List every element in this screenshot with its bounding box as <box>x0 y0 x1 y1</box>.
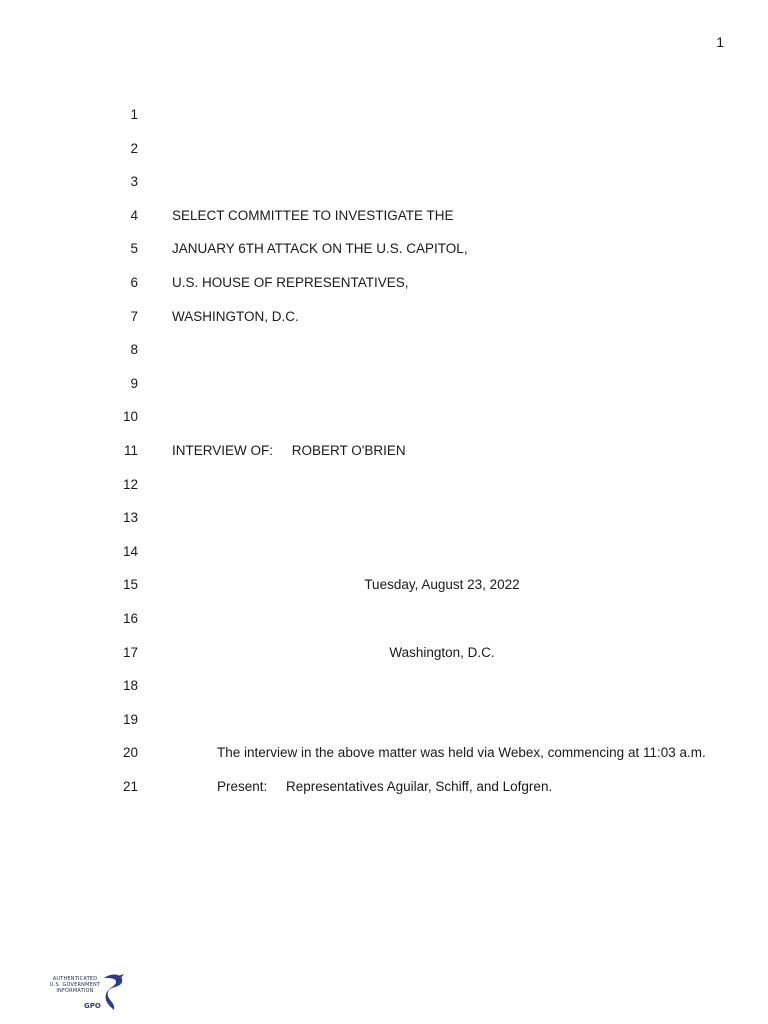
transcript-line <box>0 309 768 343</box>
line-number: 15 <box>122 577 138 593</box>
line-number: 12 <box>122 476 138 492</box>
transcript-line <box>0 141 768 175</box>
transcript-line <box>0 443 768 477</box>
line-text: Tuesday, August 23, 2022 <box>364 577 520 593</box>
line-text: Washington, D.C. <box>389 644 495 660</box>
line-number: 14 <box>122 543 138 559</box>
line-number: 20 <box>122 745 138 761</box>
line-number: 8 <box>130 342 138 358</box>
line-text: JANUARY 6TH ATTACK ON THE U.S. CAPITOL, <box>172 241 468 257</box>
transcript-line <box>0 544 768 578</box>
gpo-authentication-logo <box>44 972 130 1016</box>
transcript-line <box>0 275 768 309</box>
line-text: INTERVIEW OF: ROBERT O'BRIEN <box>172 442 406 458</box>
line-number: 1 <box>130 107 138 122</box>
line-number: 17 <box>122 644 138 660</box>
line-number: 13 <box>122 510 138 526</box>
line-number: 19 <box>122 711 138 727</box>
line-text: Present: Representatives Aguilar, Schiff, and Lofgren. <box>217 778 553 794</box>
line-number: 9 <box>130 375 138 391</box>
logo-line-1: AUTHENTICATED <box>52 976 98 982</box>
transcript-line <box>0 342 768 376</box>
line-number: 7 <box>130 308 138 324</box>
transcript-line <box>0 611 768 645</box>
transcript-line <box>0 712 768 746</box>
transcript-line <box>0 208 768 242</box>
page-number: 1 <box>716 34 724 50</box>
transcript-line <box>0 174 768 208</box>
line-number: 3 <box>130 174 138 190</box>
line-number: 11 <box>123 442 138 458</box>
eagle-icon <box>98 972 128 1014</box>
logo-line-3: INFORMATION <box>56 988 94 994</box>
transcript-line <box>0 510 768 544</box>
line-number: 2 <box>130 140 138 156</box>
transcript-line <box>0 376 768 410</box>
logo-line-2: U.S. GOVERNMENT <box>49 982 101 988</box>
transcript-line <box>0 678 768 712</box>
transcript-line <box>0 241 768 275</box>
line-text: The interview in the above matter was held via Webex, commencing at 11:03 a.m. <box>217 745 706 761</box>
line-text: WASHINGTON, D.C. <box>172 308 299 324</box>
transcript-line <box>0 745 768 779</box>
transcript-line <box>0 779 768 813</box>
line-number: 18 <box>122 678 138 694</box>
line-number: 16 <box>122 610 138 626</box>
line-text: SELECT COMMITTEE TO INVESTIGATE THE <box>172 207 454 223</box>
line-number: 4 <box>130 207 138 223</box>
line-text: U.S. HOUSE OF REPRESENTATIVES, <box>172 274 409 290</box>
line-number: 21 <box>122 778 138 794</box>
line-number: 6 <box>130 274 138 290</box>
transcript-lines <box>0 107 768 812</box>
logo-gpo-mark: GPO <box>84 1002 101 1010</box>
transcript-line <box>0 645 768 679</box>
transcript-line <box>0 107 768 141</box>
line-number: 5 <box>130 241 138 257</box>
transcript-line <box>0 477 768 511</box>
transcript-line <box>0 577 768 611</box>
logo-caption <box>44 976 106 994</box>
line-number: 10 <box>122 409 138 425</box>
transcript-line <box>0 409 768 443</box>
